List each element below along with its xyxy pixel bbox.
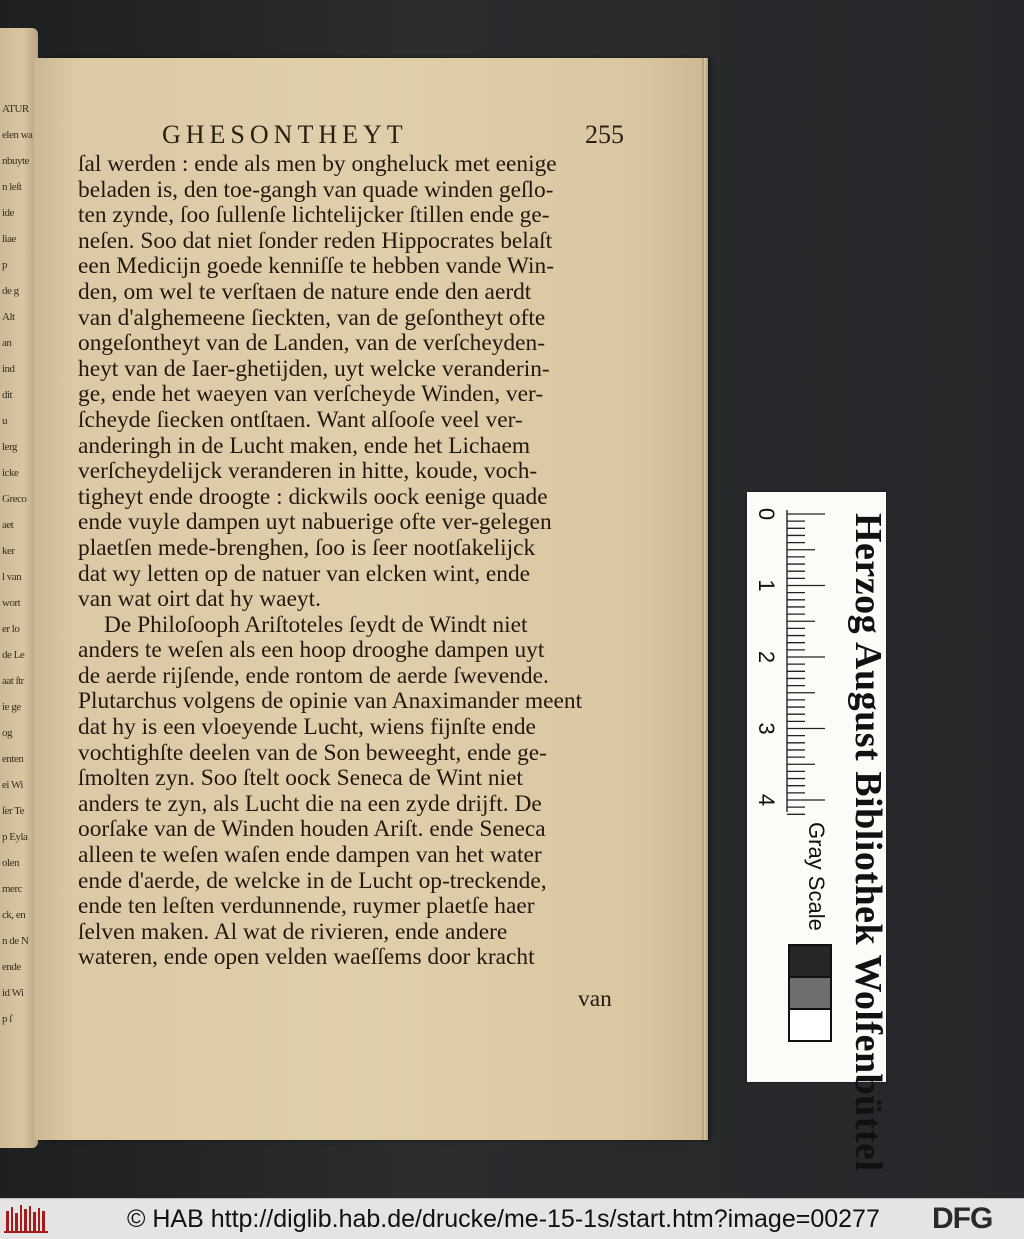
text-line: ende d'aerde, de welcke in de Lucht op-treckende,	[78, 867, 547, 894]
text-line: anderingh in de Lucht maken, ende het Lichaem	[78, 432, 531, 459]
page-text-body	[78, 152, 618, 971]
left-page-fragment: u	[2, 415, 7, 427]
text-line: dat wy letten op de natuer van elcken wint, ende	[78, 560, 531, 587]
left-page-fragment: id Wi	[2, 987, 24, 999]
gray-swatch-light	[788, 1008, 832, 1042]
left-page-fragment: dit	[2, 389, 13, 401]
text-line: De Philoſooph Ariſtoteles ſeydt de Windt niet	[104, 611, 528, 638]
ruler-number: 0	[754, 507, 779, 521]
text-line: ende ten leſten verdunnende, ruymer plaetſe haer	[78, 893, 535, 920]
text-line: ſal werden : ende als men by ongheluck met eenige	[78, 151, 557, 177]
page-number: 255	[585, 120, 624, 149]
text-line: wateren, ende open velden waeſſems door kracht	[78, 944, 535, 971]
text-line: vochtighſte deelen van de Son beweeght, ende ge-	[78, 739, 547, 766]
text-line: ongeſontheyt van de Landen, van de verſcheyden-	[78, 330, 545, 357]
left-page-fragment: elen wa	[2, 129, 33, 141]
left-page-fragment: ſer Te	[2, 805, 24, 817]
text-line: ende vuyle dampen uyt nabuerige ofte ver-gelegen	[78, 509, 552, 536]
left-page-edge	[0, 28, 38, 1148]
left-page-fragment: nbuyte	[2, 155, 29, 167]
text-line: een Medicijn goede kenniſſe te hebben vande Win-	[78, 253, 555, 280]
left-page-fragment: p ſ	[2, 1013, 12, 1025]
left-page-fragment: p Eyla	[2, 831, 28, 843]
text-line: Plutarchus volgens de opinie van Anaximander meent	[78, 688, 583, 715]
text-line: ge, ende het waeyen van verſcheyde Winden, ver-	[78, 381, 544, 408]
left-page-fragment: liae	[2, 233, 16, 245]
left-page-fragment: ker	[2, 545, 15, 557]
left-page-fragment: er lo	[2, 623, 20, 635]
left-page-fragment: p	[2, 259, 7, 271]
gray-swatch-dark	[788, 944, 832, 978]
text-line: ſcheyde ſiecken ontſtaen. Want alſooſe veel ver-	[78, 406, 523, 433]
dfg-logo: DFG	[932, 1202, 993, 1235]
gray-swatch-mid	[788, 976, 832, 1010]
library-name: Herzog August Bibliothek Wolfenbüttel	[847, 513, 889, 1172]
left-page-fragment: Alt	[2, 311, 15, 323]
left-page-fragment: aat ſtr	[2, 675, 24, 687]
ruler-number: 1	[754, 579, 779, 592]
page-header	[162, 120, 642, 150]
gray-scale-label: Gray Scale	[804, 822, 829, 931]
text-line: verſcheydelijck veranderen in hitte, koude, voch-	[78, 458, 538, 485]
text-line: den, om wel te verſtaen de nature ende den aerdt	[78, 278, 532, 305]
text-line: heyt van de Iaer-ghetijden, uyt welcke veranderin-	[78, 355, 550, 382]
left-page-fragment: ide	[2, 207, 14, 219]
left-page-fragment: de g	[2, 285, 19, 297]
text-line: ſelven maken. Al wat de rivieren, ende andere	[78, 918, 508, 945]
footer-copyright-url[interactable]: © HAB http://diglib.hab.de/drucke/me-15-1s/start.htm?image=00277	[127, 1205, 880, 1233]
text-line: dat hy is een vloeyende Lucht, wiens fijnſte ende	[78, 714, 536, 741]
left-page-fragment: merc	[2, 883, 22, 895]
text-line: oorſake van de Winden houden Ariſt. ende Seneca	[78, 816, 546, 843]
left-page-fragment: ind	[2, 363, 15, 375]
left-page-fragment: de Le	[2, 649, 25, 661]
text-line: ſmolten zyn. Soo ſtelt oock Seneca de Wint niet	[78, 765, 523, 792]
left-page-fragment: ei Wi	[2, 779, 23, 791]
left-page-fragment: og	[2, 727, 12, 739]
left-page-fragment: icke	[2, 467, 19, 479]
footer-bar	[0, 1198, 1024, 1239]
text-line: anders te zyn, als Lucht die na een zyde drijft. De	[78, 790, 542, 817]
left-page-fragment: wort	[2, 597, 21, 609]
left-page-fragment: l van	[2, 571, 22, 583]
text-line: beladen is, den toe-gangh van quade winden geſlo-	[78, 176, 554, 203]
text-line: anders te weſen als een hoop drooghe dampen uyt	[78, 637, 545, 664]
running-head: GHESONTHEYT	[162, 120, 408, 149]
text-line: de aerde rijſende, ende rontom de aerde ſwevende.	[78, 662, 549, 689]
left-page-fragment: lerg	[2, 441, 17, 453]
hab-logo-icon	[4, 1203, 48, 1235]
text-line: van wat oirt dat hy waeyt.	[78, 586, 321, 613]
left-page-fragment: ck, en	[2, 909, 26, 921]
text-line: van d'alghemeene ſieckten, van de geſontheyt ofte	[78, 304, 546, 331]
catchword: van	[578, 986, 612, 1012]
left-page-fragment: Greco	[2, 493, 27, 505]
text-line: neſen. Soo dat niet ſonder reden Hippocrates belaſt	[78, 227, 553, 254]
left-page-fragment: ende	[2, 961, 21, 973]
text-line: plaetſen mede-brenghen, ſoo is ſeer nootſakelijck	[78, 534, 536, 561]
ruler-number: 2	[754, 650, 779, 664]
left-page-fragment: ie ge	[2, 701, 21, 713]
left-page-fragment: olen	[2, 857, 19, 869]
left-page-fragment: aet	[2, 519, 14, 531]
left-page-fragment: enten	[2, 753, 24, 765]
text-line: ten zynde, ſoo ſullenſe lichtelijcker ſtillen ende ge-	[78, 202, 550, 229]
left-page-fragment: ATUR	[2, 103, 29, 115]
ruler-number: 4	[754, 793, 779, 807]
text-line: alleen te weſen waſen ende dampen van het water	[78, 842, 542, 869]
left-page-fragment: an	[2, 337, 12, 349]
text-line: tigheyt ende droogte : dickwils oock eenige quade	[78, 483, 548, 510]
left-page-fragment: n de N	[2, 935, 29, 947]
ruler-number: 3	[754, 722, 779, 735]
left-page-fragment: n leſt	[2, 181, 22, 193]
